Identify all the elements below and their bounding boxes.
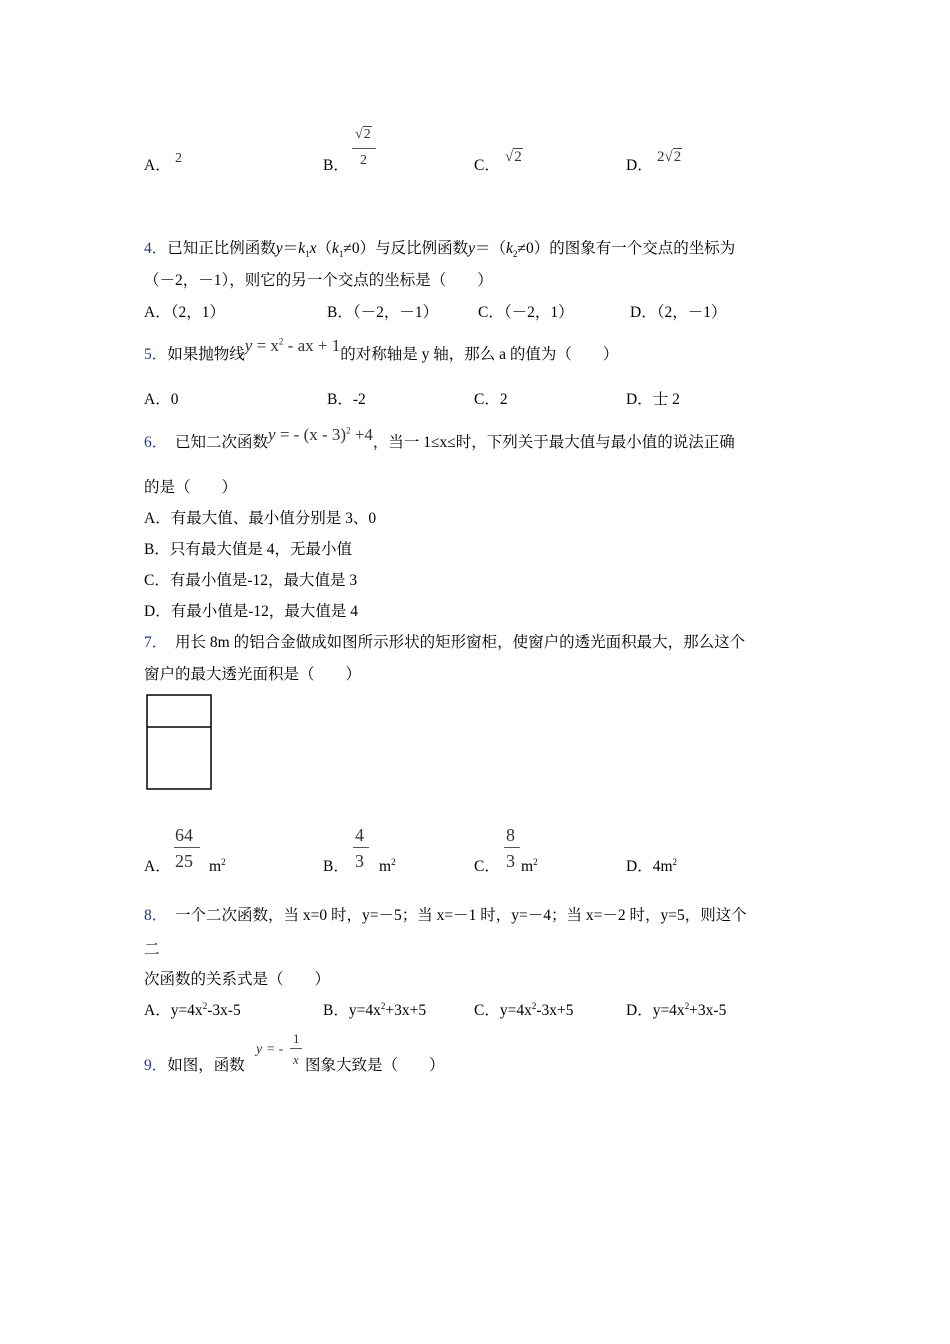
q7-option-c-unit-text: m: [521, 858, 534, 875]
q8-option-d-sup: 2: [684, 1000, 690, 1011]
q9-pre: 如图，函数: [167, 1057, 245, 1074]
q3-option-b-label: B．: [323, 157, 349, 174]
q7-option-a-label: A．: [144, 858, 171, 875]
q3-option-a-label: A．: [144, 157, 171, 174]
q7-option-b-sup: 2: [391, 856, 396, 867]
q7-number: 7．: [144, 634, 168, 651]
q6-line1: [144, 425, 735, 451]
q8-option-b-sup: 2: [380, 1000, 386, 1011]
q3-option-d-value: 2√2: [657, 149, 682, 165]
q8-line3: 次函数的关系式是（ ）: [144, 971, 331, 988]
q7-text1: 用长 8m 的铝合金做成如图所示形状的矩形窗柜，使窗户的透光面积最大，那么这个: [175, 634, 746, 651]
q8-option-b-post: +3x+5: [385, 1002, 427, 1019]
q5-formula-eq: = x: [252, 336, 279, 355]
q7-option-d-text: D．4m: [626, 858, 673, 875]
q3-option-d-coefficient: 2: [657, 149, 665, 165]
window-frame-outline: [147, 695, 211, 789]
q8-option-d-pre: D．y=4x: [626, 1002, 685, 1019]
q7-option-b-fraction: [353, 826, 369, 872]
q8-option-c-post: -3x+5: [536, 1002, 574, 1019]
q8-line1: [144, 908, 747, 924]
q3-option-d-label: D．: [626, 157, 653, 174]
window-frame-figure: [146, 694, 214, 792]
q6-number: 6．: [144, 434, 168, 451]
q4-option-a: A．（2，1）: [144, 304, 225, 321]
q8-number: 8．: [144, 907, 168, 924]
q4-option-d: D．（2，－1）: [630, 304, 727, 321]
q7-option-a-numerator: 64: [175, 825, 193, 845]
q5-option-a: A．0: [144, 391, 179, 408]
q4-var-x: x: [309, 240, 317, 257]
q9-formula-denominator: x: [293, 1052, 299, 1067]
q4-cond2-k: k: [506, 240, 513, 257]
q6-formula-sup: 2: [346, 425, 351, 436]
q7-option-b-numerator: 4: [355, 825, 364, 845]
q5-option-b: B．-2: [327, 391, 366, 408]
q3-option-c-radicand: 2: [514, 149, 522, 165]
q7-option-c-denominator: 3: [506, 851, 515, 871]
q6-option-a: A．有最大值、最小值分别是 3、0: [144, 510, 377, 527]
q5-post: 的对称轴是 y 轴，那么 a 的值为（ ）: [340, 346, 619, 363]
q8-option-a-sup: 2: [202, 1000, 208, 1011]
q7-line1: [144, 635, 745, 651]
q4-cond1-k: k: [331, 240, 339, 257]
q4-cond1-open: （: [316, 240, 332, 257]
q6-option-c: C．有最小值是-12，最大值是 3: [144, 572, 358, 589]
q4-line2: （－2，－1），则它的另一个交点的坐标是（ ）: [144, 272, 493, 289]
q8-option-b: [323, 1000, 427, 1019]
q5-formula: [245, 336, 340, 355]
q3-option-a-value: 2: [175, 151, 182, 166]
q3-option-b-radicand: 2: [363, 127, 371, 142]
q4-cond1-sub: 1: [338, 249, 344, 260]
q4-eq1: ＝: [282, 240, 299, 257]
q8-option-c: [474, 1000, 574, 1019]
q7-option-c-numerator: 8: [506, 825, 515, 845]
q4-number: 4．: [144, 240, 168, 257]
q4-option-c: C．（－2，1）: [478, 304, 574, 321]
q7-option-a-unit: [209, 856, 226, 875]
q4-cond2-rest: ≠0）的图象有一个交点的坐标为: [517, 240, 736, 257]
q7-option-c-unit: [521, 856, 538, 875]
fraction-bar: [353, 847, 369, 848]
q3-option-b-fraction: [352, 128, 376, 172]
q5-line: [144, 336, 619, 363]
fraction-bar: [290, 1048, 302, 1049]
q8-option-b-pre: B．y=4x: [323, 1002, 381, 1019]
q9-line-start: [144, 1058, 245, 1074]
q7-line2: 窗户的最大透光面积是（ ）: [144, 666, 362, 683]
q7-option-c-label: C．: [474, 858, 500, 875]
q9-formula-numerator: 1: [293, 1031, 300, 1046]
q4-var-y1: y: [275, 240, 283, 257]
q4-cond1-rest: ≠0）与反比例函数: [343, 240, 469, 257]
q7-option-c-sup: 2: [533, 856, 538, 867]
q7-option-b-label: B．: [323, 858, 349, 875]
q4-option-b: B．（－2，－1）: [327, 304, 439, 321]
q4-line1: [144, 240, 736, 260]
q7-option-b-unit: [379, 856, 396, 875]
q8-text1: 一个二次函数，当 x=0 时，y=－5；当 x=－1 时，y=－4；当 x=－2 时，y=5，则这个: [175, 907, 747, 924]
q6-option-d: D．有最小值是-12，最大值是 4: [144, 603, 358, 620]
q9-formula-lhs: y = -: [256, 1042, 284, 1057]
q7-option-a-sup: 2: [221, 856, 226, 867]
q6-option-b: B．只有最大值是 4，无最小值: [144, 541, 352, 558]
q9-formula-fraction: [290, 1032, 302, 1070]
q7-option-d: [626, 856, 678, 875]
q6-pre: 已知二次函数: [175, 434, 269, 451]
q6-formula-y: y: [268, 425, 276, 444]
q3-option-c-value: √2: [505, 149, 522, 165]
q4-text-a: 已知正比例函数: [167, 240, 276, 257]
q6-line2: 的是（ ）: [144, 479, 238, 496]
q8-line2: 二: [144, 941, 160, 958]
q3-option-d-radicand: 2: [673, 149, 682, 165]
q8-option-c-pre: C．y=4x: [474, 1002, 532, 1019]
fraction-bar: [352, 148, 376, 149]
q4-var-y2: y: [468, 240, 476, 257]
q5-number: 5．: [144, 346, 168, 363]
q9-post: 图象大致是（ ）: [305, 1057, 445, 1074]
q5-formula-sup: 2: [278, 336, 284, 347]
q7-option-a-fraction: [174, 826, 200, 872]
q5-formula-rest: - ax + 1: [283, 336, 341, 355]
q5-pre: 如果抛物线: [167, 346, 245, 363]
q7-option-a-denominator: 25: [175, 851, 193, 871]
q3-option-c-label: C．: [474, 157, 500, 174]
q6-formula-a: = - (x - 3): [275, 425, 347, 444]
q8-option-a-post: -3x-5: [207, 1002, 241, 1019]
q4-var-k1: k: [298, 240, 306, 257]
q3-option-b-numerator: √2: [355, 127, 371, 142]
q8-option-d-post: +3x-5: [689, 1002, 727, 1019]
q8-option-a: [144, 1000, 241, 1019]
q7-option-b-unit-text: m: [379, 858, 392, 875]
q7-option-d-sup: 2: [672, 856, 678, 867]
q4-eq2: ＝（: [475, 240, 507, 257]
q3-option-b-denominator: 2: [360, 153, 367, 168]
q6-formula: [268, 425, 373, 444]
q5-option-c: C．2: [474, 391, 508, 408]
fraction-bar: [174, 847, 200, 848]
q5-option-d: D．士 2: [626, 391, 680, 408]
q6-post: ，当一 1≤x≤时，下列关于最大值与最小值的说法正确: [372, 434, 735, 451]
q4-k1-sub: 1: [305, 249, 310, 260]
q9-number: 9．: [144, 1057, 168, 1074]
fraction-bar: [504, 847, 520, 848]
q8-option-d: [626, 1000, 727, 1019]
q4-cond2-sub: 2: [512, 249, 518, 260]
q7-option-b-denominator: 3: [355, 851, 364, 871]
q5-formula-y: y: [244, 336, 253, 355]
q8-option-c-sup: 2: [531, 1000, 537, 1011]
q7-option-c-fraction: [504, 826, 520, 872]
q8-option-a-pre: A．y=4x: [144, 1002, 203, 1019]
q7-option-a-unit-text: m: [209, 858, 222, 875]
q6-formula-b: +4: [350, 425, 373, 444]
